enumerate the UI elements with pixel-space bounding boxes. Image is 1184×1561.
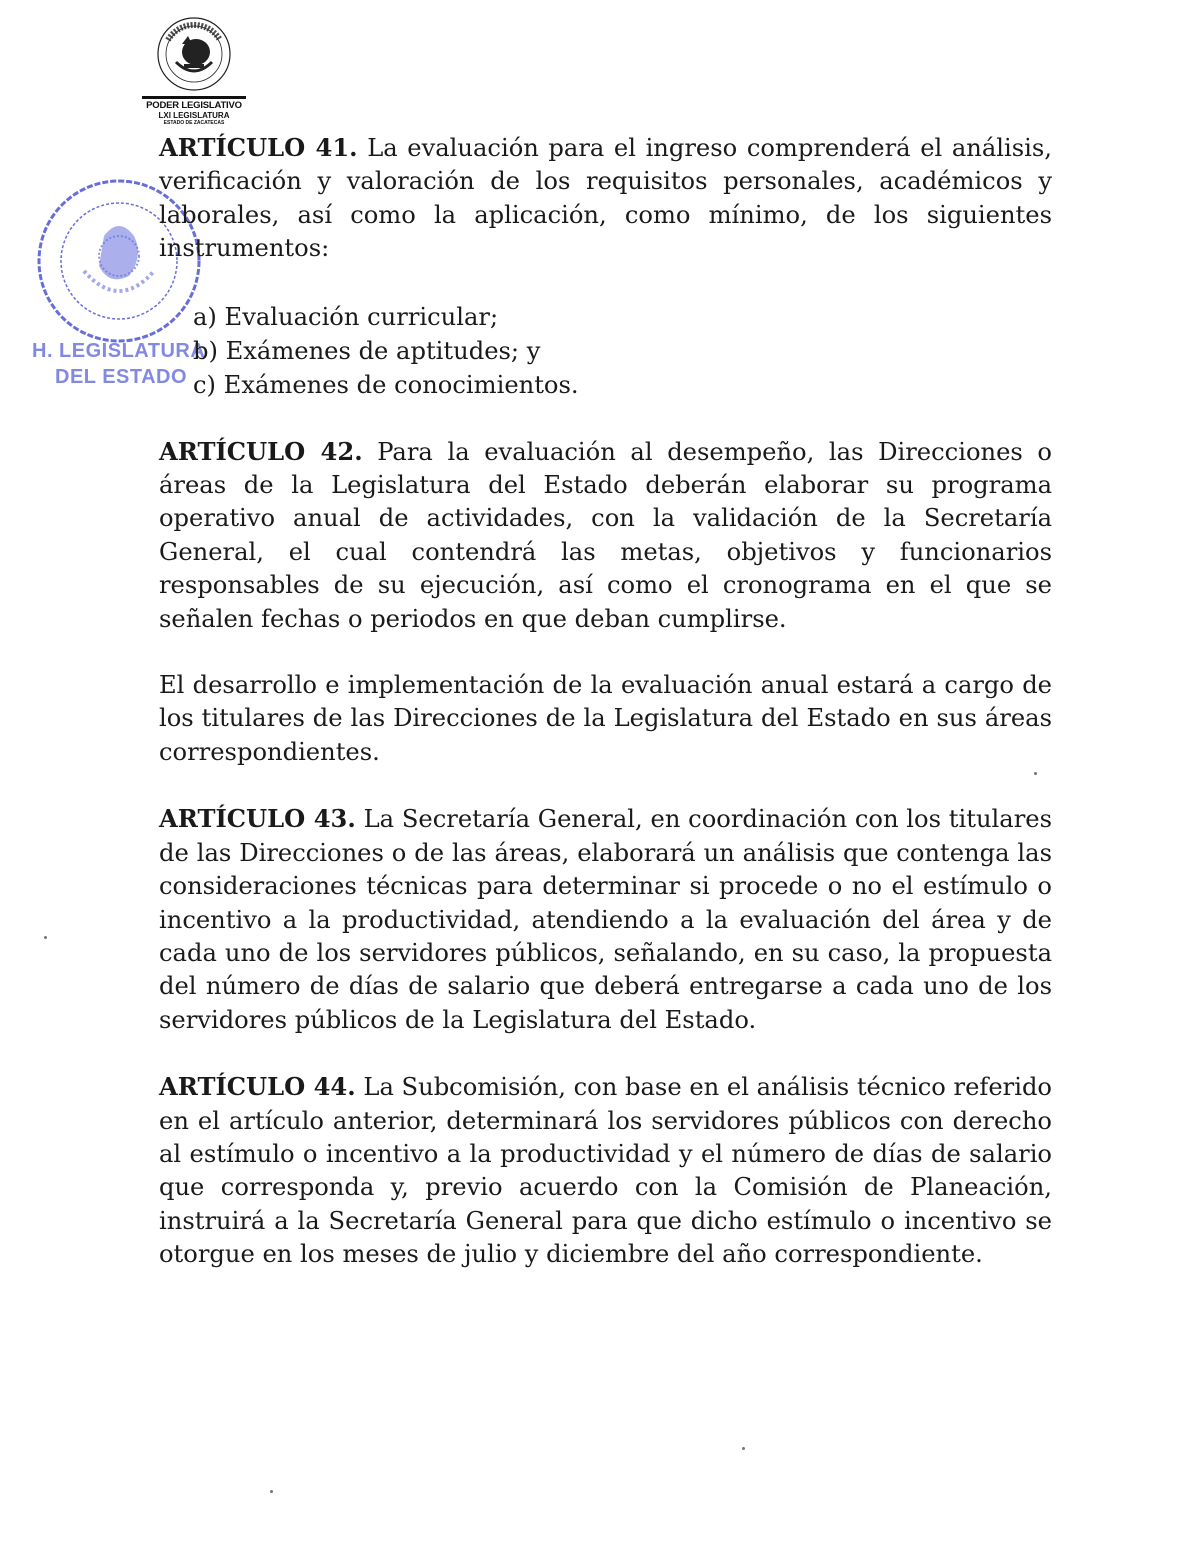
scan-speck	[1034, 772, 1037, 775]
header-line-poder-legislativo: PODER LEGISLATIVO	[146, 100, 242, 111]
article-text: La Secretaría General, en coordinación con los titulares de las Direcciones o de las áreas, elaborará un análisis que contenga las consideraciones técnicas para determinar si procede o no el estímulo o incentivo a la productividad, atendiendo a la evaluación del área y de cada uno de los servidores públicos, señalando, en su caso, la propuesta del número de días de salario que deberá entregarse a cada uno de los servidores públicos de la Legislatura del Estado.	[159, 805, 1052, 1034]
article-text: La evaluación para el ingreso comprenderá el análisis, verificación y valoración de los requisitos personales, académicos y laborales, así como la aplicación, como mínimo, de los siguientes instrumentos:	[159, 134, 1052, 263]
article-title: ARTÍCULO 41.	[159, 133, 358, 162]
article-41	[159, 131, 1052, 266]
list-item: a) Evaluación curricular;	[193, 302, 499, 331]
scan-speck	[44, 936, 47, 939]
article-42	[159, 435, 1052, 636]
list-item: b) Exámenes de aptitudes; y	[193, 336, 541, 365]
list-item: c) Exámenes de conocimientos.	[193, 370, 579, 399]
article-42-paragraph-2: El desarrollo e implementación de la evaluación anual estará a cargo de los titulares de las Direcciones de la Legislatura del Estado en sus áreas correspondientes.	[159, 671, 1052, 766]
stamp-text-legislatura: H. LEGISLATURA	[32, 340, 206, 362]
header-line-estado: ESTADO DE ZACATECAS	[163, 120, 225, 126]
header-line-legislatura: LXI LEGISLATURA	[158, 111, 230, 120]
scan-speck	[270, 1490, 273, 1493]
legislature-header-seal	[138, 14, 250, 126]
mexican-coat-of-arms-icon	[146, 14, 242, 94]
article-title: ARTÍCULO 43.	[159, 804, 356, 834]
article-43	[159, 802, 1052, 1037]
stamp-text-del-estado: DEL ESTADO	[55, 366, 188, 388]
article-title: ARTÍCULO 42.	[159, 436, 363, 466]
instrument-list	[193, 300, 1052, 402]
article-44	[159, 1070, 1052, 1271]
scan-speck	[742, 1447, 745, 1450]
article-text: Para la evaluación al desempeño, las Direcciones o áreas de la Legislatura del Estado deberán elaborar su programa operativo anual de actividades, con la validación de la Secretaría General, el cual contendrá las metas, objetivos y funcionarios responsables de su ejecución, así como el cronograma en el que se señalen fechas o periodos en que deban cumplirse.	[159, 437, 1052, 633]
article-text: La Subcomisión, con base en el análisis técnico referido en el artículo anterior, determinará los servidores públicos con derecho al estímulo o incentivo a la productividad y el número de días de salario que corresponda y, previo acuerdo con la Comisión de Planeación, instruirá a la Secretaría General para que dicho estímulo o incentivo se otorgue en los meses de julio y diciembre del año correspondiente.	[159, 1073, 1052, 1269]
document-body	[159, 131, 1052, 1272]
article-title: ARTÍCULO 44.	[159, 1072, 356, 1102]
